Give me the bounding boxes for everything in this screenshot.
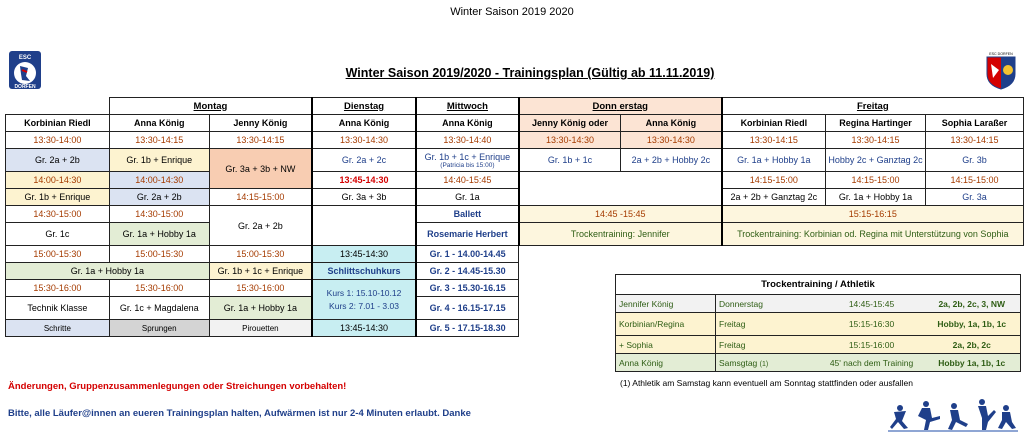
trocken-name: Jennifer König	[619, 298, 674, 309]
ballett-trainer-cell: Rosemarie Herbert	[416, 223, 519, 246]
group-cell	[416, 149, 519, 172]
table-row	[6, 246, 1024, 263]
day-mittwoch: Mittwoch	[416, 98, 519, 115]
day-erstag: erstag	[619, 100, 648, 112]
group-cell: Gr. 1c + Magdalena	[109, 297, 209, 320]
table-row	[616, 295, 1021, 313]
group-cell-main: Gr. 1b + 1c + Enrique	[424, 151, 511, 162]
element-cell: Sprungen	[109, 320, 209, 337]
time-cell: 14:15-15:00	[826, 172, 926, 189]
trainer-sophia: Sophia Laraßer	[926, 115, 1024, 132]
trainer-regina: Regina Hartinger	[826, 115, 926, 132]
skater-silhouettes-icon	[888, 394, 1018, 432]
trocken-table	[615, 274, 1021, 372]
time-cell: 14:00-14:30	[6, 172, 110, 189]
trocken-groups: 2a, 2b, 2c, 3, NW	[938, 298, 1006, 309]
trocken-day-note: (1)	[759, 360, 769, 368]
group-cell: Gr. 2a + 2c	[312, 149, 416, 172]
notice-keep-plan: Bitte, alle Läufer@innen an eueren Trainingsplan halten, Aufwärmen ist nur 2-4 Minuten erlaubt. Danke	[8, 408, 471, 419]
table-row	[6, 172, 1024, 189]
time-cell: 15:00-15:30	[209, 246, 312, 263]
trainer-anna-do: Anna König	[621, 115, 722, 132]
page-header: Winter Saison 2019 2020	[450, 6, 574, 18]
trocken-time: 15:15-16:00	[848, 339, 895, 350]
time-cell: 13:45-14:30	[312, 172, 416, 189]
group-cell: Gr. 1a + Hobby 1a	[722, 149, 826, 172]
kurs-1: Kurs 1: 15.10-10.12	[326, 287, 402, 298]
kurs-group-cell: Gr. 5 - 17.15-18.30	[416, 320, 519, 337]
time-cell: 14:40-15:45	[416, 172, 519, 189]
kurs-group-cell: Gr. 1 - 14.00-14.45	[416, 246, 519, 263]
time-cell: 15:30-16:00	[6, 280, 110, 297]
element-cell: Schritte	[6, 320, 110, 337]
time-cell: 14:30-15:00	[109, 206, 209, 223]
group-cell: Gr. 1a + Hobby 1a	[6, 263, 210, 280]
trainer-riedl: Korbinian Riedl	[6, 115, 110, 132]
table-row	[6, 149, 1024, 172]
notice-athletik: (1) Athletik am Samstag kann eventuell am Sonntag stattfinden oder ausfallen	[620, 378, 913, 388]
table-row	[6, 206, 1024, 223]
group-cell: Gr. 3a + 3b + NW	[209, 149, 312, 189]
trainer-anna-mi: Anna König	[416, 115, 519, 132]
trocken-day: Freitag	[716, 313, 820, 336]
trocken-time: 14:45-15:45	[848, 298, 895, 309]
group-cell: Gr. 1b + 1c	[519, 149, 621, 172]
trainer-row	[6, 115, 1024, 132]
time-cell: 13:45-14:30	[312, 246, 416, 263]
time-cell: 14:30-15:00	[6, 206, 110, 223]
group-cell: Gr. 2a + 2b	[209, 206, 312, 246]
time-cell: 13:30-14:00	[6, 132, 110, 149]
group-cell: Gr. 1a	[416, 189, 519, 206]
trainer-jenny-mo: Jenny König	[209, 115, 312, 132]
table-row	[6, 189, 1024, 206]
logo-right-text: ESC DORFEN	[989, 52, 1013, 56]
table-row	[6, 132, 1024, 149]
time-cell: 13:30-14:15	[722, 132, 826, 149]
time-cell: 14:15-15:00	[926, 172, 1024, 189]
empty-cell	[312, 206, 416, 246]
kurs-title-cell: Schlittschuhkurs	[312, 263, 416, 280]
trocken-groups: 2a, 2b, 2c	[952, 339, 991, 350]
trocken-name: + Sophia	[619, 339, 653, 350]
element-cell: Pirouetten	[209, 320, 312, 337]
table-row	[616, 336, 1021, 354]
group-cell: Gr. 1b + Enrique	[6, 189, 110, 206]
kurs-group-cell: Gr. 4 - 16.15-17.15	[416, 297, 519, 320]
time-cell: 13:30-14:15	[209, 132, 312, 149]
trocken-day: Freitag	[716, 336, 820, 354]
group-cell: Gr. 1b + 1c + Enrique	[209, 263, 312, 280]
trocken-time: 15:15-16:30	[848, 319, 895, 329]
group-cell: Gr. 1a + Hobby 1a	[109, 223, 209, 246]
group-cell: Gr. 3a + 3b	[312, 189, 416, 206]
group-cell: Gr. 2a + 2b	[6, 149, 110, 172]
time-cell: 14:15-15:00	[722, 172, 826, 189]
logo-left-bottom-text: DORFEN	[14, 84, 36, 90]
ballett-cell: Ballett	[416, 206, 519, 223]
kurs-dates-cell	[312, 280, 416, 320]
trainer-anna-mo: Anna König	[109, 115, 209, 132]
day-donnerstag	[519, 98, 722, 115]
table-row	[616, 313, 1021, 336]
time-cell: 15:15-16:15	[722, 206, 1024, 223]
notice-changes: Änderungen, Gruppenzusammenlegungen oder Streichungen vorbehalten!	[8, 381, 347, 392]
table-row	[616, 354, 1021, 372]
time-cell: 13:30-14:30	[519, 132, 621, 149]
group-cell: Gr. 3b	[926, 149, 1024, 172]
plan-title: Winter Saison 2019/2020 - Trainingsplan (Gültig ab 11.11.2019)	[345, 66, 715, 80]
trocken-day-text: Samsgtag	[719, 357, 758, 368]
day-freitag: Freitag	[722, 98, 1024, 115]
time-cell: 13:30-14:15	[926, 132, 1024, 149]
table-row	[6, 223, 1024, 246]
group-cell: 2a + 2b + Ganztag 2c	[722, 189, 826, 206]
trocken-cell: Trockentraining: Korbinian od. Regina mit Unterstützung von Sophia	[722, 223, 1024, 246]
trocken-cell: Trockentraining: Jennifer	[519, 223, 722, 246]
group-cell: Technik Klasse	[6, 297, 110, 320]
group-cell: Gr. 1b + Enrique	[109, 149, 209, 172]
time-cell: 13:30-14:15	[109, 132, 209, 149]
empty-cell	[519, 172, 722, 206]
day-header-row	[6, 98, 1024, 115]
time-cell: 15:00-15:30	[6, 246, 110, 263]
time-cell: 13:45-14:30	[312, 320, 416, 337]
time-cell: 13:30-14:15	[826, 132, 926, 149]
trainer-anna-di: Anna König	[312, 115, 416, 132]
trocken-name: Anna König	[619, 357, 663, 368]
group-cell-note: (Patricia bis 15:00)	[440, 161, 495, 169]
trocken-header: Trockentraining / Athletik	[616, 275, 1021, 295]
trainer-jenny-do: Jenny König oder	[519, 115, 621, 132]
group-cell: Gr. 1a + Hobby 1a	[209, 297, 312, 320]
time-cell: 14:00-14:30	[109, 172, 209, 189]
club-logo-right	[984, 50, 1018, 90]
time-cell: 14:45 -15:45	[519, 206, 722, 223]
kurs-2: Kurs 2: 7.01 - 3.03	[329, 300, 399, 311]
time-cell: 14:15-15:00	[209, 189, 312, 206]
time-cell: 15:30-16:00	[109, 280, 209, 297]
day-montag: Montag	[109, 98, 312, 115]
trocken-groups: Hobby 1a, 1b, 1c	[938, 357, 1006, 368]
trocken-time: 45' nach dem Training	[829, 357, 914, 368]
time-cell: 13:30-14:30	[621, 132, 722, 149]
time-cell: 15:00-15:30	[109, 246, 209, 263]
trainer-riedl-fr: Korbinian Riedl	[722, 115, 826, 132]
logo-left-top-text: ESC	[18, 55, 32, 61]
time-cell: 13:30-14:40	[416, 132, 519, 149]
trocken-name: Korbinian/Regina	[619, 319, 685, 329]
club-logo-left	[8, 50, 42, 90]
group-cell: Gr. 3a	[926, 189, 1024, 206]
group-cell: Gr. 1a + Hobby 1a	[826, 189, 926, 206]
group-cell: Hobby 2c + Ganztag 2c	[826, 149, 926, 172]
group-cell: Gr. 2a + 2b	[109, 189, 209, 206]
kurs-group-cell: Gr. 3 - 15.30-16.15	[416, 280, 519, 297]
day-donn: Donn	[592, 100, 617, 112]
day-dienstag: Dienstag	[312, 98, 416, 115]
trocken-day	[716, 354, 820, 372]
group-cell: 2a + 2b + Hobby 2c	[621, 149, 722, 172]
group-cell: Gr. 1c	[6, 223, 110, 246]
kurs-group-cell: Gr. 2 - 14.45-15.30	[416, 263, 519, 280]
trocken-groups: Hobby, 1a, 1b, 1c	[937, 319, 1007, 329]
time-cell: 13:30-14:30	[312, 132, 416, 149]
trocken-day: Donnerstag	[716, 295, 820, 313]
time-cell: 15:30-16:00	[209, 280, 312, 297]
